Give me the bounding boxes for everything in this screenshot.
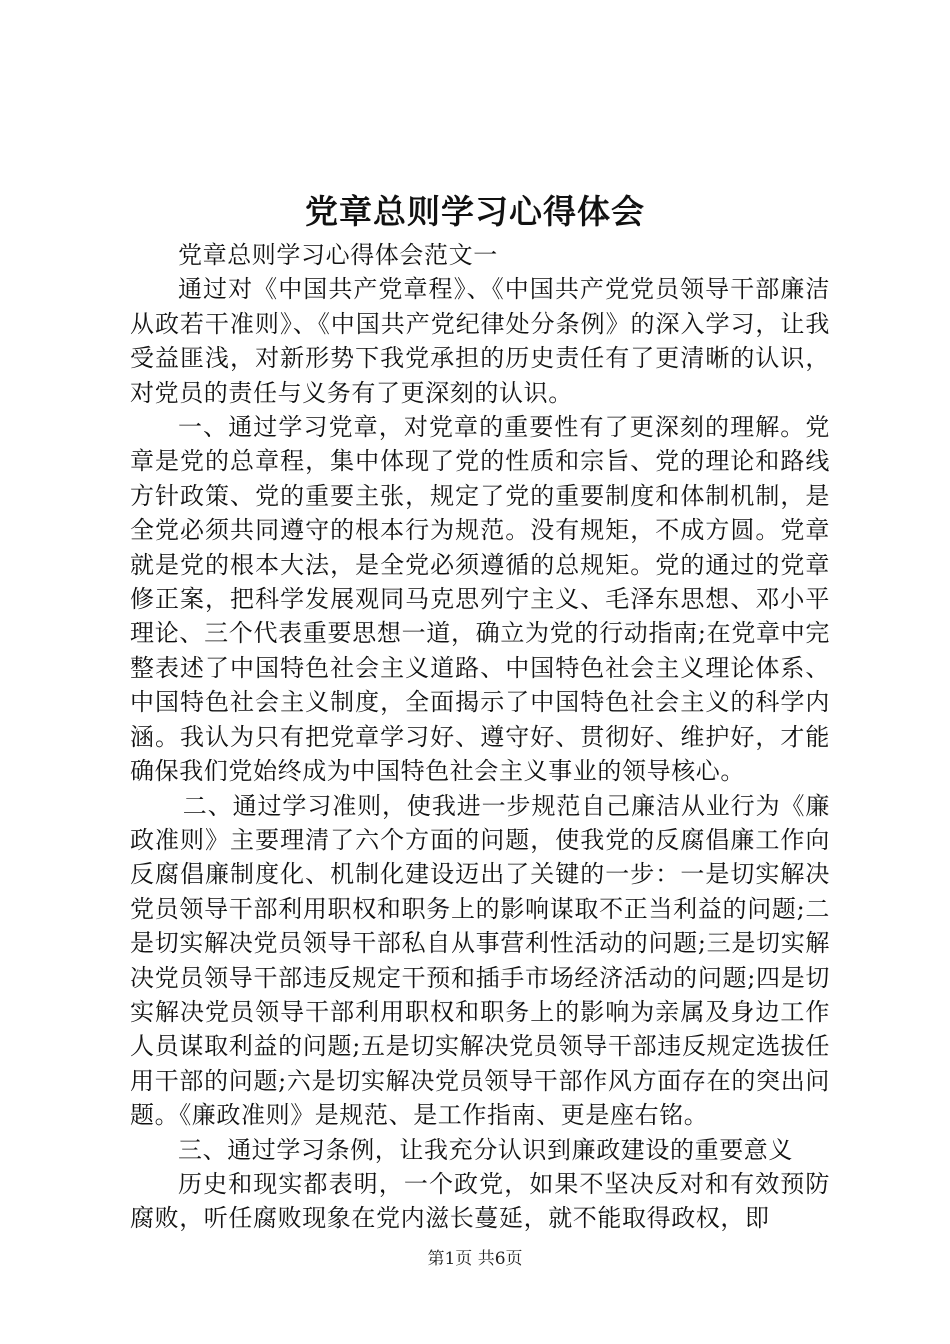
page-number-footer: 第1页 共6页	[427, 1249, 523, 1269]
document-title: 党章总则学习心得体会	[305, 192, 645, 231]
paragraph-subtitle: 党章总则学习心得体会范文一	[178, 241, 498, 269]
paragraph-intro: 通过对《中国共产党章程》、《中国共产党党员领导干部廉洁从政若干准则》、《中国共产党纪律处分条例》的深入学习，让我受益匪浅，对新形势下我党承担的历史责任有了更清晰的认识，对党员的责任与义务有了更深刻的认识。	[130, 275, 830, 407]
paragraph-section-one: 一、通过学习党章，对党章的重要性有了更深刻的理解。党章是党的总章程，集中体现了党的性质和宗旨、党的理论和路线方针政策、党的重要主张，规定了党的重要制度和体制机制，是全党必须共同遵守的根本行为规范。没有规矩，不成方圆。党章就是党的根本大法，是全党必须遵循的总规矩。党的通过的党章修正案，把科学发展观同马克思列宁主义、毛泽东思想、邓小平理论、三个代表重要思想一道，确立为党的行动指南;在党章中完整表述了中国特色社会主义道路、中国特色社会主义理论体系、中国特色社会主义制度，全面揭示了中国特色社会主义的科学内涵。我认为只有把党章学习好、遵守好、贯彻好、维护好，才能确保我们党始终成为中国特色社会主义事业的领导核心。	[130, 413, 830, 786]
paragraph-section-three-body: 历史和现实都表明，一个政党，如果不坚决反对和有效预防腐败，听任腐败现象在党内滋长蔓延，就不能取得政权，即	[130, 1169, 830, 1233]
paragraph-section-three-heading: 三、通过学习条例，让我充分认识到廉政建设的重要意义	[178, 1135, 793, 1164]
document-body	[130, 238, 830, 1236]
paragraph-section-two: 二、通过学习准则，使我进一步规范自己廉洁从业行为《廉政准则》主要理清了六个方面的问题，使我党的反腐倡廉工作向反腐倡廉制度化、机制化建设迈出了关键的一步：一是切实解决党员领导干部利用职权和职务上的影响谋取不正当利益的问题;二是切实解决党员领导干部私自从事营利性活动的问题;三是切实解决党员领导干部违反规定干预和插手市场经济活动的问题;四是切实解决党员领导干部利用职权和职务上的影响为亲属及身边工作人员谋取利益的问题;五是切实解决党员领导干部违反规定选拔任用干部的问题;六是切实解决党员领导干部作风方面存在的突出问题。《廉政准则》是规范、是工作指南、更是座右铭。	[130, 791, 830, 1130]
